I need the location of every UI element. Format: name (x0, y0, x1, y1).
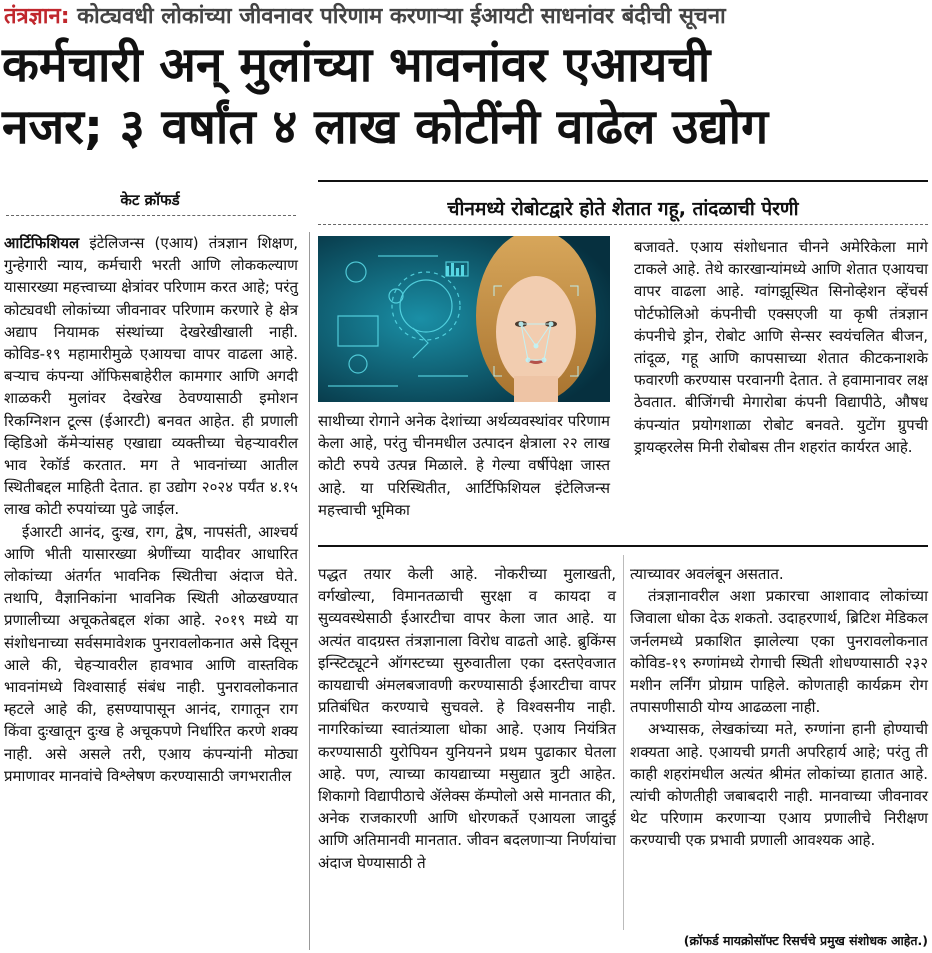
section-divider (318, 545, 928, 547)
paragraph: ईआरटी आनंद, दुःख, राग, द्वेष, नापसंती, आश्चर्य आणि भीती यासारख्या श्रेणींच्या यादीवर आधारित लोकांच्या अंतर्गत भावनिक स्थितीचा अंदाज घेते. तथापि, वैज्ञानिकांना भावनिक स्थिती ओळखण्यात प्रणालीच्या अचूकतेबद्दल शंका आहे. २०१९ मध्ये या संशोधनाच्या सर्वसमावेशक पुनरावलोकनात असे दिसून आले की, चेहऱ्यावरील हावभाव आणि वास्तविक भावनांमध्ये विश्वासार्ह संबंध नाही. पुनरावलोकनात म्हटले आहे की, हसण्यापासून आनंद, रागातून राग किंवा दुःखातून दुःख हे अचूकपणे निर्धारित करणे शक्य नाही. असे असले तरी, एआय कंपन्यांनी मोठ्या प्रमाणावर मानवांचे विश्लेषण करण्यासाठी जगभरातील (4, 522, 298, 785)
headline-line-2: नजर; ३ वर्षांत ४ लाख कोटींनी वाढेल उद्योग (2, 99, 769, 155)
article-column-4 (318, 563, 616, 874)
paragraph-text: इंटेलिजन्स (एआय) तंत्रज्ञान शिक्षण, गुन्हेगारी न्याय, कर्मचारी भरती आणि लोककल्याण यासारख्या महत्त्वाच्या क्षेत्रांवर परिणाम करत आहे; परंतु कोट्यवधी लोकांच्या जीवनावर परिणाम करणारे हे क्षेत्र अद्याप नियामक संस्थांच्या देखरेखीखाली नाही. कोविड-१९ महामारीमुळे एआयचा वापर वाढला आहे. बऱ्याच कंपन्या ऑफिसबाहेरील कामगार आणि अगदी शाळकरी मुलांवर देखरेख ठेवण्यासाठी इमोशन रिकग्निशन टूल्स (ईआरटी) बनवत आहेत. ही प्रणाली व्हिडिओ कॅमेऱ्यांसह एखाद्या व्यक्तीच्या चेहऱ्यावरील भाव रेकॉर्ड करतात. मग ते भावनांच्या आतील स्थितीबद्दल माहिती देतात. हा उद्योग २०२४ पर्यंत ४.१५ लाख कोटी रुपयांच्या पुढे जाईल. (4, 234, 298, 519)
byline-divider (6, 215, 296, 216)
paragraph (4, 232, 298, 521)
subhead-top-rule (318, 180, 928, 182)
paragraph: त्याच्यावर अवलंबून असतात. (630, 565, 784, 583)
article-column-1 (4, 232, 298, 787)
face-scan-icon (318, 236, 610, 402)
article-column-2 (318, 410, 610, 521)
byline: केट क्रॉफर्ड (120, 191, 180, 209)
paragraph: बजावते. एआय संशोधनात चीनने अमेरिकेला मागे टाकले आहे. तेथे कारखान्यांमध्ये आणि शेतात एआयचा वापर वाढला आहे. ग्वांगझूस्थित सिनोव्हेशन व्हेंचर्स पोर्टफोलिओ कंपनीची एक्सएजी या कृषी तंत्रज्ञान कंपनीचे ड्रोन, रोबोट आणि सेन्सर स्वयंचलित बीजन, तांदूळ, गहू आणि कापसाच्या शेतात कीटकनाशके फवारणी करण्यास परवानगी देतात. ते हवामानावर लक्ष ठेवतात. बीजिंगची मेगारोबा कंपनी विद्यापीठे, औषध कंपन्यांत प्रयोगशाळा रोबोट बनवते. युटोंग ग्रुपची ड्रायव्हरलेस मिनी रोबोबस तीन शहरांत कार्यरत आहे. (634, 238, 928, 456)
face-recognition-image (318, 236, 610, 402)
subhead-divider (318, 224, 928, 225)
kicker-text: कोट्यवधी लोकांच्या जीवनावर परिणाम करणाऱ्या ईआयटी साधनांवर बंदीची सूचना (69, 4, 726, 29)
paragraph: अभ्यासक, लेखकांच्या मते, रुग्णांना हानी होण्याची शक्यता आहे. एआयची प्रगती अपरिहार्य आहे; परंतु ती काही शहरांमधील अत्यंत श्रीमंत लोकांच्या हातात आहे. त्यांची कोणतीही जबाबदारी नाही. मानवाच्या जीवनावर थेट परिणाम करणाऱ्या एआय प्रणालीचे निरीक्षण करण्याची एक प्रभावी प्रणाली आवश्यक आहे. (630, 720, 928, 850)
column-divider (309, 232, 310, 950)
article-column-3 (634, 236, 928, 458)
column-divider (623, 555, 624, 930)
paragraph: तंत्रज्ञानावरील अशा प्रकारचा आशावाद लोकांच्या जिवाला धोका देऊ शकतो. उदाहरणार्थ, ब्रिटिश मेडिकल जर्नलमध्ये प्रकाशित झालेल्या एका पुनरावलोकनात कोविड-१९ रुग्णांमध्ये रोगाची स्थिती शोधण्यासाठी २३२ मशीन लर्निंग प्रोग्राम पाहिले. कोणताही कार्यक्रम रोग तपासणीसाठी योग्य आढळला नाही. (630, 587, 928, 717)
article-column-5 (630, 563, 928, 852)
subhead: चीनमध्ये रोबोटद्वारे होते शेतात गहू, तांदळाची पेरणी (447, 198, 799, 220)
author-credit: (क्रॉफर्ड मायक्रोसॉफ्ट रिसर्चचे प्रमुख संशोधक आहेत.) (683, 933, 928, 948)
headline (2, 34, 930, 158)
lead-word: आर्टिफिशियल (4, 234, 80, 252)
kicker-label: तंत्रज्ञान: (4, 4, 70, 29)
paragraph: पद्धत तयार केली आहे. नोकरीच्या मुलाखती, वर्गखोल्या, विमानतळाची सुरक्षा व कायदा व सुव्यवस्थेसाठी ईआरटीचा वापर केला जात आहे. या अत्यंत वादग्रस्त तंत्रज्ञानाला विरोध वाढतो आहे. ब्रुकिंग्स इन्स्टिट्यूटने ऑगस्टच्या सुरुवातीला एका दस्तऐवजात कायद्याची अंमलबजावणी करण्यासाठी ईआरटीचा वापर प्रतिबंधित करण्याचे सुचवले. हे विश्वसनीय नाही. नागरिकांच्या स्वातंत्र्याला धोका आहे. एआय नियंत्रित करण्यासाठी युरोपियन युनियनने प्रथम पुढाकार घेतला आहे. पण, त्याच्या कायद्याच्या मसुद्यात त्रुटी आहेत. शिकागो विद्यापीठाचे ॲलेक्स कॅम्पोलो असे मानतात की, अनेक राजकारणी आणि धोरणकर्ते एआयला जादुई आणि अतिमानवी मानतात. जीवन बदलणाऱ्या निर्णयांचा अंदाज घेण्यासाठी ते (318, 565, 616, 872)
headline-line-1: कर्मचारी अन् मुलांच्या भावनांवर एआयची (2, 37, 711, 93)
kicker (4, 2, 928, 32)
paragraph: साथीच्या रोगाने अनेक देशांच्या अर्थव्यवस्थांवर परिणाम केला आहे, परंतु चीनमधील उत्पादन क्षेत्राला २२ लाख कोटी रुपये उत्पन्न मिळाले. हे गेल्या वर्षीपेक्षा जास्त आहे. या परिस्थितीत, आर्टिफिशियल इंटेलिजन्स महत्त्वाची भूमिका (318, 412, 610, 519)
